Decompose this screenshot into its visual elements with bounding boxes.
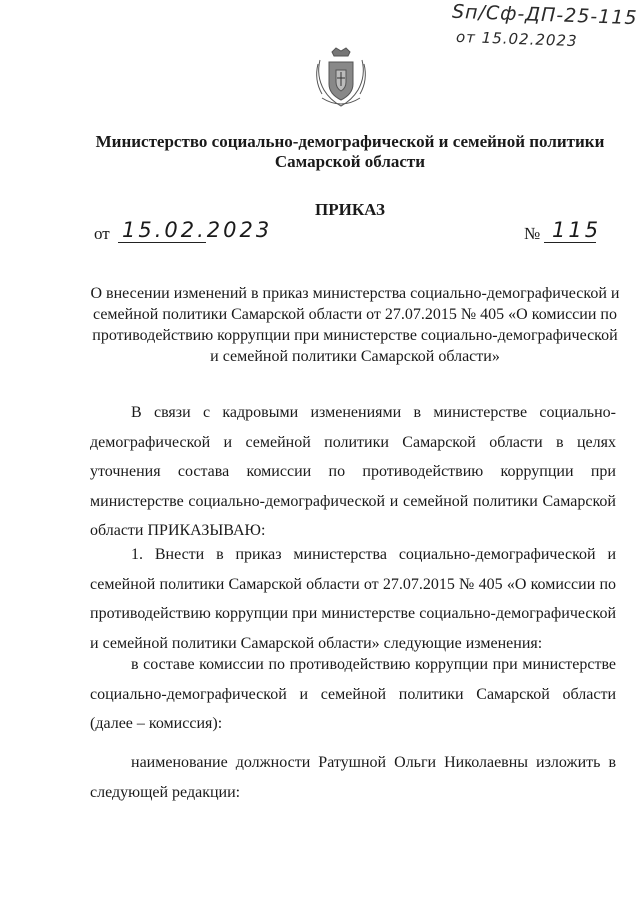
date-label: от: [94, 224, 110, 243]
order-number-handwritten: 115: [552, 218, 602, 242]
handwritten-registration-number: Sп/Сф-ДП-25-115: [451, 0, 638, 30]
number-underline: [544, 242, 596, 243]
order-subject: О внесении изменений в приказ министерства социально-демографической и семейной политики Самарской области от 27.07.2015 № 405 «О комиссии по противодействию коррупции при министерстве социально-демографической и семейной политики Самарской области»: [90, 285, 620, 365]
handwritten-registration-date: от 15.02.2023: [455, 27, 578, 51]
ministry-name-line-1: Министерство социально-демографической и семейной политики: [95, 132, 605, 151]
body-paragraph: 1. Внести в приказ министерства социально-демографической и семейной политики Самарской области от 27.07.2015 № 405 «О комиссии по противодействию коррупции при министерстве социально-демографической и семейной политики Самарской области» следующие изменения:: [90, 546, 616, 652]
samara-region-coat-of-arms-icon: [312, 46, 370, 112]
body-paragraph: В связи с кадровыми изменениями в министерстве социально-демографической и семейной политики Самарской области в целях уточнения состава комиссии по противодействию коррупции при министерстве социально-демографической и семейной политики Самарской области ПРИКАЗЫВАЮ:: [90, 404, 616, 540]
date-underline: [118, 242, 206, 243]
body-paragraph: наименование должности Ратушной Ольги Николаевны изложить в следующей редакции:: [90, 754, 616, 801]
order-date-handwritten: 15.02.2023: [122, 218, 273, 242]
ministry-name-line-2: Самарской области: [274, 152, 426, 171]
body-paragraph: в составе комиссии по противодействию коррупции при министерстве социально-демографической и семейной политики Самарской области (далее – комиссия):: [90, 656, 616, 733]
number-label: №: [524, 224, 541, 243]
document-title: ПРИКАЗ: [315, 200, 385, 219]
